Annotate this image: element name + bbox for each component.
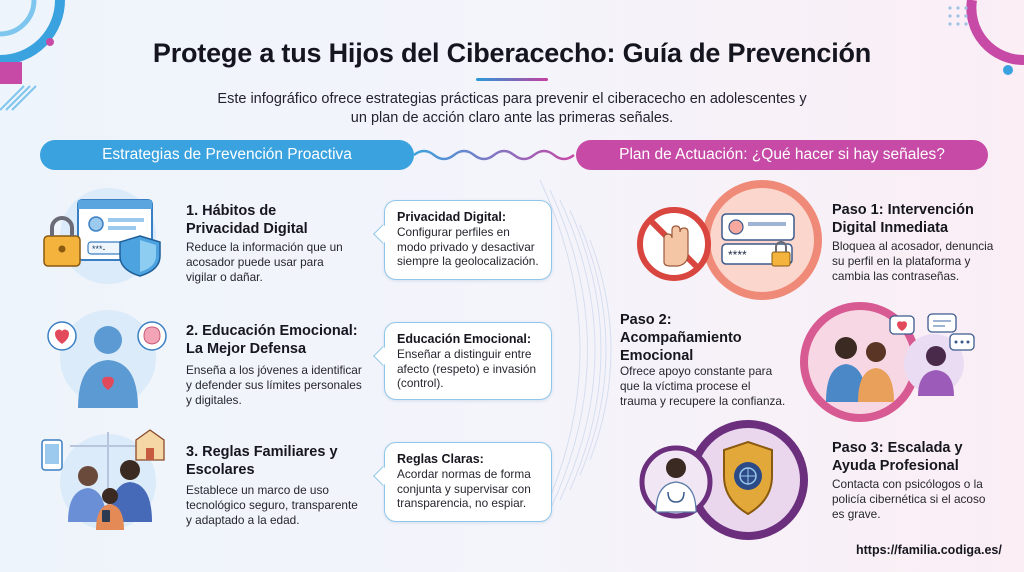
strategy-2 [40,306,560,416]
strategy-1-callout [384,200,552,280]
svg-text:****: **** [728,248,747,262]
callout-title: Educación Emocional: [397,332,532,346]
step-2-description: Ofrece apoyo constante para que la víctima procese el trauma y recupere la confianza. [620,364,786,408]
strategy-1-description: Reduce la información que un acosador puede usar para vigilar o dañar. [186,240,343,284]
callout-text: Enseñar a distinguir entre afecto (respeto) e invasión (control). [397,347,537,390]
callout-title: Privacidad Digital: [397,210,507,224]
support-people-icon [794,302,994,424]
family-devices-icon [40,426,175,536]
svg-text:***-: ***- [92,244,106,254]
page-title: Protege a tus Hijos del Ciberacecho: Guía de Prevención [152,38,872,68]
step-1-description: Bloquea al acosador, denuncia su perfil en la plataforma y cambia las contraseñas. [832,239,994,283]
callout-text: Acordar normas de forma conjunta y supervisar con transparencia, no espiar. [397,467,531,510]
strategy-3-title: 3. Reglas Familiares y Escolares [186,444,338,478]
block-hand-password-icon [636,180,816,300]
privacy-lock-shield-icon [40,184,170,289]
wave-connector [414,145,576,165]
strategy-2-callout [384,322,552,400]
doctor-police-badge-icon [636,420,816,542]
callout-text: Configurar perfiles en modo privado y desactivar siempre la geolocalización. [397,225,539,268]
step-3-description: Contacta con psicólogos o la policía cibernética si el acoso es grave. [832,477,986,521]
strategy-3 [40,426,560,536]
strategy-2-description: Enseña a los jóvenes a identificar y defender sus límites personales y digitales. [186,363,362,407]
strategy-3-description: Establece un marco de uso tecnológico seguro, transparente y adaptado a la edad. [186,483,358,527]
page-subtitle: Este infográfico ofrece estrategias prácticas para prevenir el ciberacecho en adolescentes y un plan de acción claro ante las primeras señales. [217,91,807,126]
strategy-1-title: 1. Hábitos de Privacidad Digital [186,203,308,237]
callout-title: Reglas Claras: [397,452,484,466]
step-2-title: Paso 2: Acompañamiento Emocional [620,312,742,364]
strategy-2-title: 2. Educación Emocional: La Mejor Defensa [186,323,358,357]
step-1-title: Paso 1: Intervención Digital Inmediata [832,202,974,236]
title-underline [476,78,548,81]
step-3-title: Paso 3: Escalada y Ayuda Profesional [832,440,963,474]
strategy-3-callout [384,442,552,522]
action-plan-section-heading: Plan de Actuación: ¿Qué hacer si hay señales? [576,140,988,170]
footer-url[interactable]: https://familia.codiga.es/ [856,543,1002,557]
emotional-person-heart-icon [40,306,170,416]
strategy-1 [40,184,560,289]
prevention-section-heading: Estrategias de Prevención Proactiva [40,140,414,170]
